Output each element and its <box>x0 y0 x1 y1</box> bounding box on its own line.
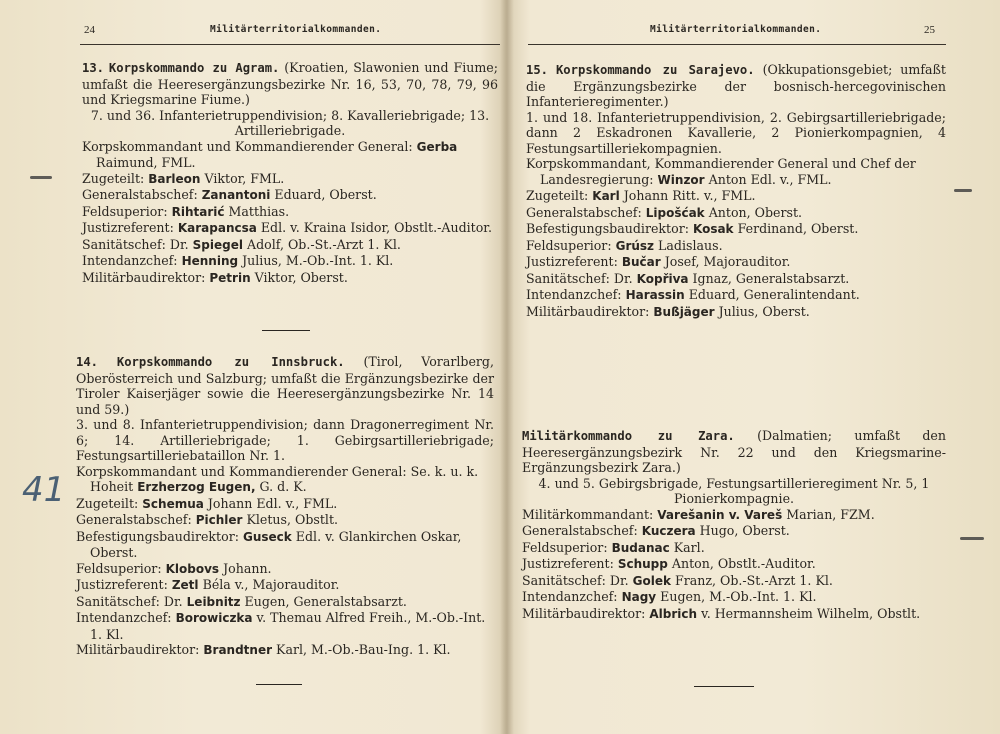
commander-line: Militärkommandant: Varešanin v. Vareš Marian, FZM. <box>522 506 875 522</box>
roster <box>522 507 946 623</box>
staff-line: Intendanzchef: Borowiczka v. Themau Alfred Freih., M.-Ob.-Int. 1. Kl. <box>76 610 486 642</box>
units-paragraph: 7. und 36. Infanterietruppendivision; 8. Kavalleriebrigade; 13. Artilleriebrigade. <box>90 107 490 138</box>
commander-line: Korpskommandant und Kommandierender General: Se. k. u. k. Hoheit Erzherzog Eugen, G. d. K. <box>76 463 479 494</box>
heading-paragraph: Militärkommando zu Zara. (Dalmatien; umfaßt den Heeresergänzungsbezirk Nr. 22 und den Kriegsmarine-Ergänzungsbezirk Zara.) <box>522 428 946 475</box>
staff-line: Sanitätschef: Dr. Leibnitz Eugen, Generalstabsarzt. <box>76 593 407 609</box>
staff-line: Sanitätschef: Dr. Kopřiva Ignaz, Generalstabsarzt. <box>526 270 850 286</box>
staff-line: Befestigungsbaudirektor: Guseck Edl. v. Glankirchen Oskar, Oberst. <box>76 528 462 560</box>
staff-line: Militärbaudirektor: Albrich v. Hermannsheim Wilhelm, Obstlt. <box>522 605 921 621</box>
staff-line: Justizreferent: Bučar Josef, Majorauditor. <box>526 254 791 269</box>
staff-line: Justizreferent: Schupp Anton, Obstlt.-Auditor. <box>522 556 816 571</box>
section-title: Korpskommando zu Innsbruck. <box>116 355 345 369</box>
staff-line: Intendanzchef: Harassin Eduard, Generalintendant. <box>526 287 860 302</box>
staff-line: Feldsuperior: Rihtarić Matthias. <box>82 203 290 219</box>
pencil-annotation: 41 <box>22 470 66 510</box>
staff-line: Justizreferent: Zetl Béla v., Majorauditor. <box>76 577 340 592</box>
header-rule <box>80 44 500 45</box>
commander-line: Korpskommandant, Kommandierender General und Chef der Landesregierung: Winzor Anton Edl. v., FML. <box>526 156 916 187</box>
section-divider <box>262 330 310 331</box>
units-paragraph: 4. und 5. Gebirgsbrigade, Festungsartillerieregiment Nr. 5, 1 Pionierkompagnie. <box>538 475 930 506</box>
staff-line: Militärbaudirektor: Brandtner Karl, M.-Ob.-Bau-Ing. 1. Kl. <box>76 642 451 657</box>
staff-line: Generalstabschef: Zanantoni Eduard, Oberst. <box>82 187 377 202</box>
heading-paragraph: 15. Korpskommando zu Sarajevo. (Okkupationsgebiet; umfaßt die Ergänzungsbezirke der bosnisch-hercegovinischen Infanterieregimenter.) <box>526 62 946 109</box>
margin-mark <box>30 176 52 179</box>
running-head: Militärterritorialkommanden. <box>210 24 382 35</box>
section-zara <box>522 428 946 622</box>
staff-line: Generalstabschef: Lipošćak Anton, Oberst. <box>526 204 803 220</box>
staff-line: Intendanzchef: Nagy Eugen, M.-Ob.-Int. 1. Kl. <box>522 589 817 604</box>
right-page <box>508 0 1000 734</box>
section-title: Korpskommando zu Agram. <box>108 61 280 75</box>
staff-line: Feldsuperior: Grúsz Ladislaus. <box>526 237 723 253</box>
section-divider <box>694 686 754 687</box>
staff-line: Sanitätschef: Dr. Golek Franz, Ob.-St.-Arzt 1. Kl. <box>522 572 833 588</box>
section-korps-15 <box>526 62 946 320</box>
staff-line: Zugeteilt: Schemua Johann Edl. v., FML. <box>76 495 338 511</box>
staff-line: Befestigungsbaudirektor: Kosak Ferdinand, Oberst. <box>526 221 859 236</box>
staff-line: Generalstabschef: Kuczera Hugo, Oberst. <box>522 523 790 538</box>
section-korps-14 <box>76 354 494 659</box>
staff-line: Feldsuperior: Budanac Karl. <box>522 539 705 555</box>
staff-line: Justizreferent: Karapancsa Edl. v. Kraina Isidor, Obstlt.-Auditor. <box>82 220 492 235</box>
staff-line: Feldsuperior: Klobovs Johann. <box>76 560 272 576</box>
staff-line: Zugeteilt: Karl Johann Ritt. v., FML. <box>526 188 756 203</box>
staff-line: Militärbaudirektor: Bußjäger Julius, Oberst. <box>526 303 810 319</box>
heading-paragraph: 14. Korpskommando zu Innsbruck. (Tirol, Vorarlberg, Oberösterreich und Salzburg; umfaßt die Ergänzungsbezirke der Tiroler Kaiserjäger sowie die Heeresergänzungsbezirke Nr. 14 und 59.) <box>76 354 494 417</box>
roster <box>76 464 494 659</box>
section-title: Korpskommando zu Sarajevo. <box>555 63 755 77</box>
roster <box>526 156 946 320</box>
units-paragraph: 1. und 18. Infanterietruppendivision, 2. Gebirgsartilleriebrigade; dann 2 Eskadronen Kavallerie, 2 Pionierkompagnien, 4 Festungsartilleriekompagnien. <box>526 109 946 156</box>
section-korps-13 <box>82 60 498 286</box>
heading-paragraph: 13. Korpskommando zu Agram. (Kroatien, Slawonien und Fiume; umfaßt die Heeresergänzungsbezirke Nr. 16, 53, 70, 78, 79, 96 und Kriegsmarine Fiume.) <box>82 60 498 107</box>
staff-line: Zugeteilt: Barleon Viktor, FML. <box>82 170 285 186</box>
staff-line: Intendanzchef: Henning Julius, M.-Ob.-Int. 1. Kl. <box>82 253 394 268</box>
running-head: Militärterritorialkommanden. <box>650 24 822 35</box>
margin-mark <box>960 537 984 540</box>
roster <box>82 139 498 287</box>
commander-line: Korpskommandant und Kommandierender General: Gerba Raimund, FML. <box>82 138 458 170</box>
units-paragraph: 3. und 8. Infanterietruppendivision; dann Dragonerregiment Nr. 6; 14. Artilleriebrigade; 1. Gebirgsartilleriebrigade; Festungsartilleriebataillon Nr. 1. <box>76 417 494 463</box>
header-rule <box>528 44 946 45</box>
staff-line: Generalstabschef: Pichler Kletus, Obstlt. <box>76 512 339 527</box>
page-number: 25 <box>924 24 935 36</box>
section-divider <box>256 684 302 685</box>
margin-mark <box>954 189 972 192</box>
staff-line: Sanitätschef: Dr. Spiegel Adolf, Ob.-St.-Arzt 1. Kl. <box>82 236 401 252</box>
section-title: Militärkommando zu Zara. <box>522 429 735 443</box>
page-number: 24 <box>84 24 95 36</box>
staff-line: Militärbaudirektor: Petrin Viktor, Oberst. <box>82 269 348 285</box>
